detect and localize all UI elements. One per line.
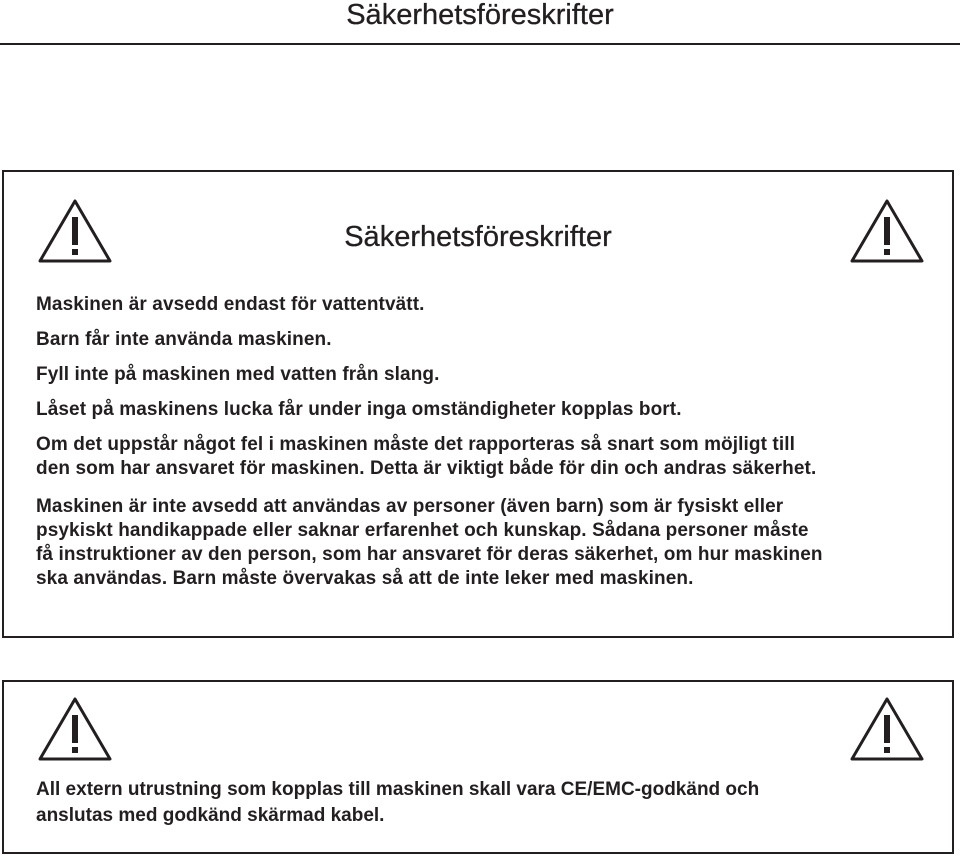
rule-line: All extern utrustning som kopplas till maskinen skall vara CE/EMC-godkänd och [36,779,760,800]
rule-line: anslutas med godkänd skärmad kabel. [36,805,385,826]
rule-line: den som har ansvaret för maskinen. Detta är viktigt både för din och andras säkerhet. [36,458,817,479]
page-title: Säkerhetsföreskrifter [346,0,614,31]
rule-line: Om det uppstår något fel i maskinen måste det rapporteras så snart som möjligt till [36,434,795,455]
rule-line: ska användas. Barn måste övervakas så att de inte leker med maskinen. [36,568,694,589]
safety-rules-text [36,293,936,591]
title-divider [0,43,960,45]
box-title: Säkerhetsföreskrifter [344,221,612,253]
safety-warning-box [2,170,954,638]
rule-line: psykiskt handikappade eller saknar erfarenhet och kunskap. Sådana personer måste [36,520,809,541]
rule-line: Låset på maskinens lucka får under inga omständigheter kopplas bort. [36,399,682,420]
rule-line: Maskinen är avsedd endast för vattentvätt. [36,294,425,315]
rule-line: Barn får inte använda maskinen. [36,329,332,350]
warning-triangle-icon [37,696,113,762]
equipment-rules-text [36,777,936,829]
rule-line: få instruktioner av den person, som har ansvaret för deras säkerhet, om hur maskinen [36,544,823,565]
rule-line: Fyll inte på maskinen med vatten från slang. [36,364,440,385]
warning-triangle-icon [849,696,925,762]
equipment-warning-box [2,680,954,854]
rule-line: Maskinen är inte avsedd att användas av personer (även barn) som är fysiskt eller [36,496,784,517]
